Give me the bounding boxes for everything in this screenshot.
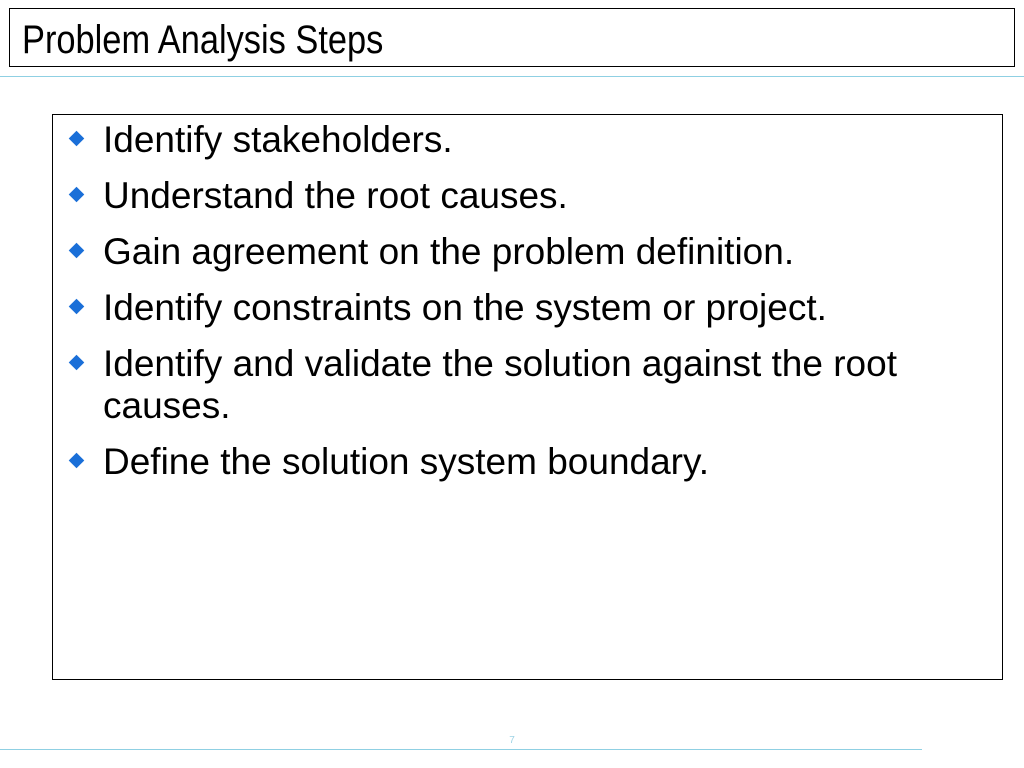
bullet-list [67, 119, 996, 497]
bullet-item [67, 175, 996, 217]
bullet-text: Understand the root causes. [103, 175, 568, 216]
diamond-bullet-icon [69, 299, 85, 315]
bullet-item [67, 441, 996, 483]
bullet-item [67, 343, 996, 427]
footer-divider [0, 749, 922, 750]
diamond-bullet-icon [69, 453, 85, 469]
bullet-text: Gain agreement on the problem definition. [103, 231, 795, 272]
title-divider [0, 76, 1024, 77]
page-number: 7 [509, 735, 515, 746]
diamond-bullet-icon [69, 131, 85, 147]
diamond-bullet-icon [69, 243, 85, 259]
diamond-bullet-icon [69, 187, 85, 203]
bullet-text: Identify stakeholders. [103, 119, 453, 160]
bullet-item [67, 231, 996, 273]
bullet-item [67, 287, 996, 329]
bullet-text: Define the solution system boundary. [103, 441, 710, 482]
slide-title: Problem Analysis Steps [22, 18, 384, 62]
title-box [9, 8, 1015, 67]
diamond-bullet-icon [69, 355, 85, 371]
content-box [52, 114, 1003, 680]
bullet-text: Identify constraints on the system or project. [103, 287, 827, 328]
bullet-text: Identify and validate the solution against the root causes. [103, 343, 897, 426]
bullet-item [67, 119, 996, 161]
